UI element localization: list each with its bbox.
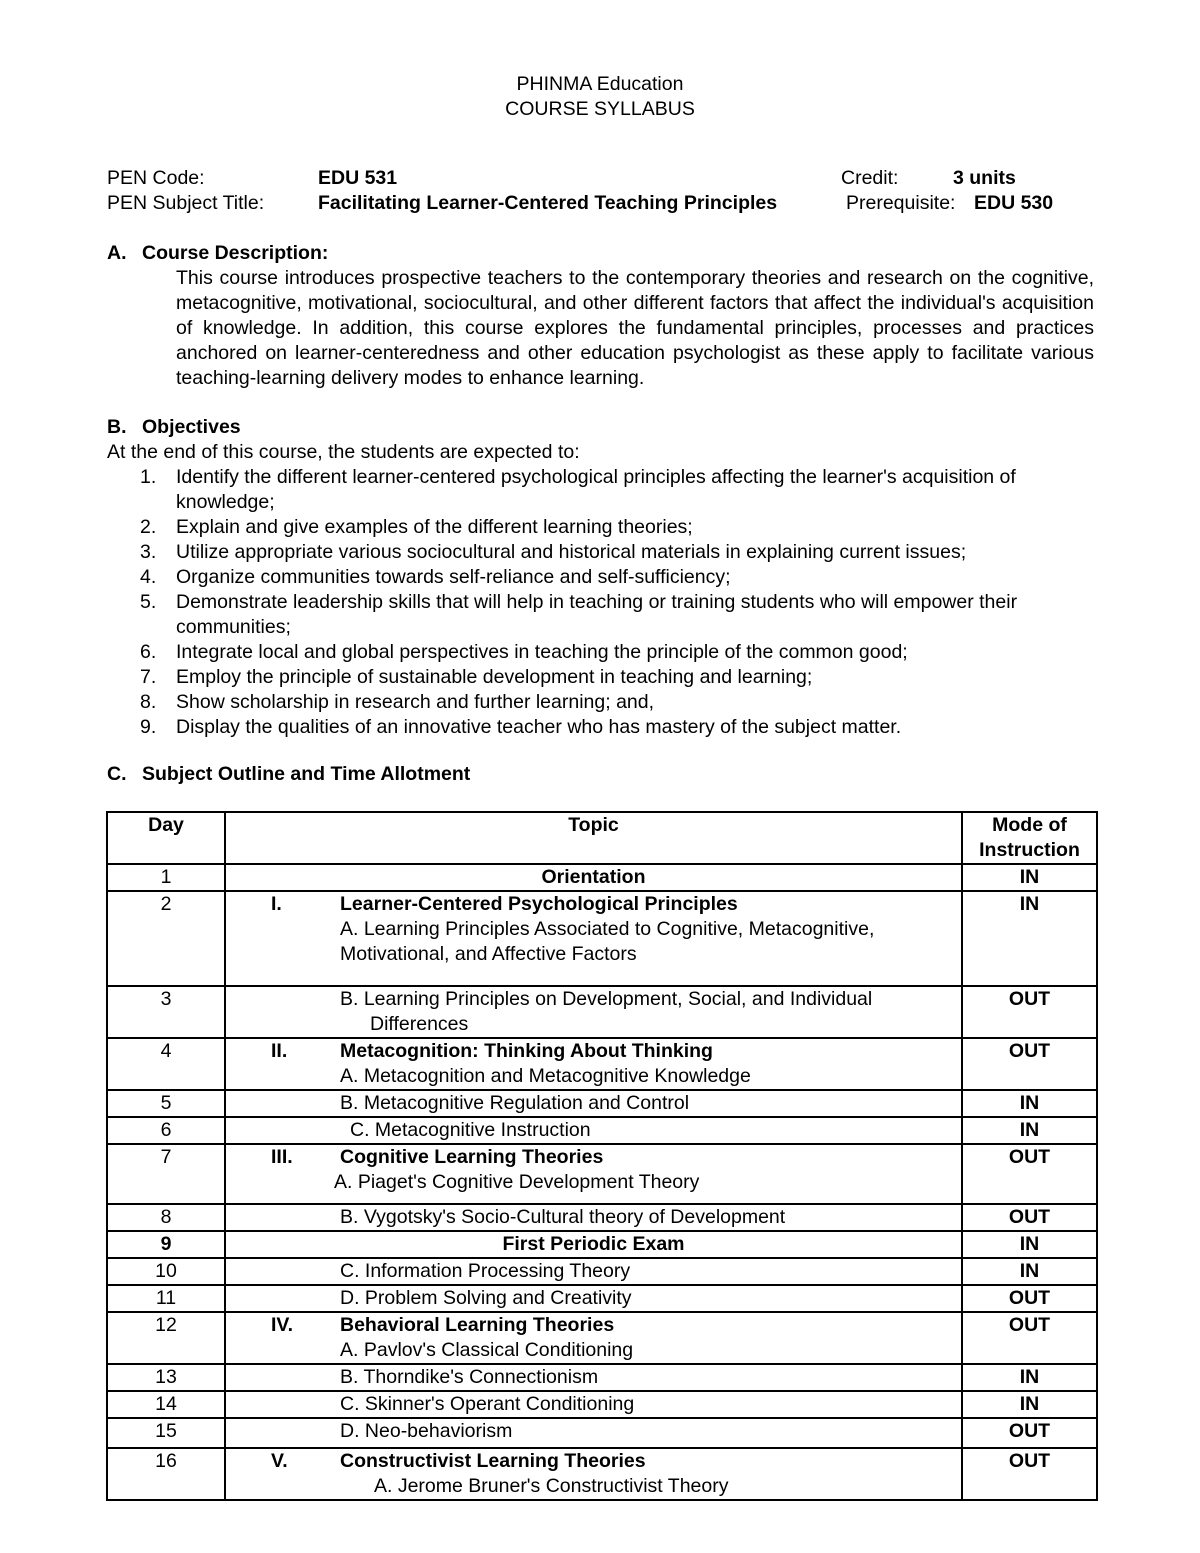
topic-cell <box>225 1090 962 1117</box>
unit-title: Behavioral Learning Theories <box>340 1314 615 1336</box>
day-cell: 13 <box>107 1364 225 1391</box>
table-row <box>107 1418 1097 1448</box>
unit-numeral: V. <box>271 1450 288 1472</box>
subtopic: A. Jerome Bruner's Constructivist Theory <box>374 1475 729 1497</box>
course-description: This course introduces prospective teachers to the contemporary theories and research on the cognitive, metacognitive, motivational, sociocultural, and other different factors that affect the individual's acquisition of knowledge. In addition, this course explores the fundamental principles, processes and practices anchored on learner-centeredness and other education psychologist as these apply to facilitate various teaching-learning delivery modes to enhance learning. <box>176 267 1094 389</box>
objective-number: 6. <box>140 641 157 663</box>
subtopic: A. Learning Principles Associated to Cognitive, Metacognitive, Motivational, and Affective Factors <box>340 918 875 965</box>
mode-cell: OUT <box>962 1448 1097 1500</box>
meta-row-title <box>0 190 1200 216</box>
header-mode: Mode of Instruction <box>962 812 1097 864</box>
objective-text: Utilize appropriate various sociocultural and historical materials in explaining current issues; <box>176 541 967 563</box>
meta-row-code <box>0 165 1200 191</box>
table-row <box>107 1204 1097 1231</box>
table-row <box>107 1038 1097 1090</box>
day-cell: 9 <box>107 1231 225 1258</box>
day-cell: 6 <box>107 1117 225 1144</box>
table-row <box>107 1391 1097 1418</box>
table-row <box>107 1364 1097 1391</box>
topic-cell <box>225 1231 962 1258</box>
subtopic: D. Problem Solving and Creativity <box>340 1287 632 1309</box>
mode-cell: IN <box>962 1117 1097 1144</box>
table-row <box>107 1117 1097 1144</box>
day-cell: 8 <box>107 1204 225 1231</box>
mode-cell: IN <box>962 891 1097 986</box>
topic-cell <box>225 986 962 1038</box>
day-cell: 1 <box>107 864 225 891</box>
table-row <box>107 1312 1097 1364</box>
document-title: COURSE SYLLABUS <box>505 98 695 120</box>
objective-text: Integrate local and global perspectives in teaching the principle of the common good; <box>176 641 908 663</box>
topic-cell <box>225 1038 962 1090</box>
subtopic: A. Metacognition and Metacognitive Knowledge <box>340 1065 751 1087</box>
topic-cell <box>225 1144 962 1204</box>
topic-cell <box>225 1204 962 1231</box>
mode-cell: OUT <box>962 1038 1097 1090</box>
mode-cell: OUT <box>962 986 1097 1038</box>
prerequisite-value: EDU 530 <box>974 192 1054 214</box>
topic-cell <box>225 1312 962 1364</box>
objective-number: 1. <box>140 466 157 488</box>
objective-text: Explain and give examples of the different learning theories; <box>176 516 693 538</box>
credit-label: Credit: <box>841 167 899 189</box>
objective-text: Identify the different learner-centered psychological principles affecting the learner's acquisition of knowledge; <box>176 466 1016 513</box>
subject-title-label: PEN Subject Title: <box>107 192 265 214</box>
topic-cell <box>225 891 962 986</box>
day-cell: 12 <box>107 1312 225 1364</box>
subtopic: B. Metacognitive Regulation and Control <box>340 1092 690 1114</box>
topic-cell <box>225 1364 962 1391</box>
day-cell: 14 <box>107 1391 225 1418</box>
table-row <box>107 891 1097 986</box>
day-cell: 16 <box>107 1448 225 1500</box>
mode-cell: IN <box>962 1258 1097 1285</box>
objective-number: 8. <box>140 691 157 713</box>
table-row <box>107 1285 1097 1312</box>
day-cell: 7 <box>107 1144 225 1204</box>
subtopic: C. Information Processing Theory <box>340 1260 631 1282</box>
mode-cell: IN <box>962 1090 1097 1117</box>
mode-cell: OUT <box>962 1418 1097 1448</box>
mode-cell: IN <box>962 1364 1097 1391</box>
subtopic: D. Neo-behaviorism <box>340 1420 513 1442</box>
objective-number: 3. <box>140 541 157 563</box>
day-cell: 5 <box>107 1090 225 1117</box>
topic-cell <box>225 864 962 891</box>
unit-title: Constructivist Learning Theories <box>340 1450 646 1472</box>
subtopic: A. Pavlov's Classical Conditioning <box>340 1339 634 1361</box>
section-a-title: A. Course Description: <box>107 242 329 264</box>
topic-cell <box>225 1258 962 1285</box>
subtopic: A. Piaget's Cognitive Development Theory <box>334 1171 700 1193</box>
unit-numeral: II. <box>271 1040 288 1062</box>
table-row <box>107 986 1097 1038</box>
credit-value: 3 units <box>953 167 1016 189</box>
mode-cell: OUT <box>962 1204 1097 1231</box>
day-cell: 4 <box>107 1038 225 1090</box>
code-label: PEN Code: <box>107 167 205 189</box>
objectives-intro: At the end of this course, the students are expected to: <box>107 441 580 463</box>
subtopic: B. Vygotsky's Socio-Cultural theory of Development <box>340 1206 786 1228</box>
unit-title: Metacognition: Thinking About Thinking <box>340 1040 713 1062</box>
objective-number: 7. <box>140 666 157 688</box>
section-b-title: B. Objectives <box>107 416 241 438</box>
day-cell: 10 <box>107 1258 225 1285</box>
unit-numeral: IV. <box>271 1314 294 1336</box>
objective-number: 2. <box>140 516 157 538</box>
section-c-title: C. Subject Outline and Time Allotment <box>107 763 471 785</box>
table-header-row <box>107 812 1097 864</box>
prerequisite-label: Prerequisite: <box>846 192 956 214</box>
day-cell: 15 <box>107 1418 225 1448</box>
topic-heading: Orientation <box>541 866 646 888</box>
table-row <box>107 1231 1097 1258</box>
subtopic: C. Skinner's Operant Conditioning <box>340 1393 635 1415</box>
table-row <box>107 1090 1097 1117</box>
table-row <box>107 1144 1097 1204</box>
day-cell: 3 <box>107 986 225 1038</box>
topic-cell <box>225 1285 962 1312</box>
table-row <box>107 1448 1097 1500</box>
mode-cell: IN <box>962 1231 1097 1258</box>
unit-numeral: III. <box>271 1146 293 1168</box>
header-topic: Topic <box>225 812 962 864</box>
unit-title: Learner-Centered Psychological Principles <box>340 893 738 915</box>
objective-text: Employ the principle of sustainable development in teaching and learning; <box>176 666 813 688</box>
objective-number: 9. <box>140 716 157 738</box>
topic-heading: First Periodic Exam <box>502 1233 685 1255</box>
subtopic: B. Learning Principles on Development, Social, and Individual Differences <box>340 988 873 1035</box>
topic-cell <box>225 1117 962 1144</box>
topic-cell <box>225 1391 962 1418</box>
mode-cell: OUT <box>962 1144 1097 1204</box>
org-name: PHINMA Education <box>516 73 684 95</box>
subject-title-value: Facilitating Learner-Centered Teaching Principles <box>318 192 778 214</box>
objective-number: 5. <box>140 591 157 613</box>
mode-cell: OUT <box>962 1285 1097 1312</box>
objective-text: Display the qualities of an innovative teacher who has mastery of the subject matter. <box>176 716 902 738</box>
header-day: Day <box>107 812 225 864</box>
table-row <box>107 864 1097 891</box>
topic-cell <box>225 1418 962 1448</box>
day-cell: 2 <box>107 891 225 986</box>
objective-text: Demonstrate leadership skills that will help in teaching or training students who will empower their communities; <box>176 591 1018 638</box>
unit-title: Cognitive Learning Theories <box>340 1146 604 1168</box>
outline-table <box>106 811 1098 1501</box>
mode-cell: OUT <box>962 1312 1097 1364</box>
objective-text: Organize communities towards self-reliance and self-sufficiency; <box>176 566 731 588</box>
day-cell: 11 <box>107 1285 225 1312</box>
unit-numeral: I. <box>271 893 282 915</box>
objective-number: 4. <box>140 566 157 588</box>
subtopic: C. Metacognitive Instruction <box>350 1119 591 1141</box>
code-value: EDU 531 <box>318 167 398 189</box>
subtopic: B. Thorndike's Connectionism <box>340 1366 599 1388</box>
topic-cell <box>225 1448 962 1500</box>
mode-cell: IN <box>962 1391 1097 1418</box>
mode-cell: IN <box>962 864 1097 891</box>
table-row <box>107 1258 1097 1285</box>
objective-text: Show scholarship in research and further learning; and, <box>176 691 655 713</box>
